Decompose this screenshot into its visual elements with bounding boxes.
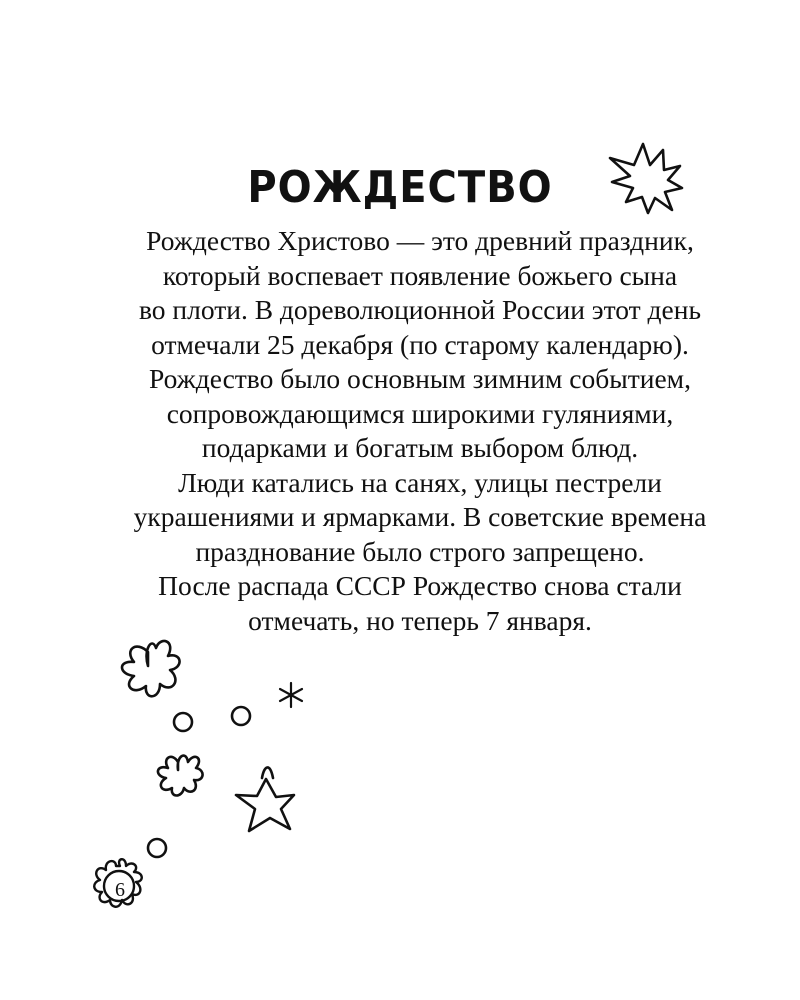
paragraph-line: отмечать, но теперь 7 января. xyxy=(248,604,592,636)
page-title: РОЖДЕСТВО xyxy=(247,163,553,213)
paragraph-line: подарками и богатым выбором блюд. xyxy=(201,432,639,463)
circle-icon xyxy=(174,713,192,731)
paragraph-line: сопровождающимся широкими гуляниями, xyxy=(166,397,674,429)
paragraph-line: отмечали 25 декабря (по старому календарю). xyxy=(151,328,689,360)
circle-icon xyxy=(148,839,166,857)
page-number: 6 xyxy=(115,879,125,901)
paragraph-line: Люди катались на санях, улицы пестрели xyxy=(178,466,662,498)
asterisk-icon xyxy=(280,683,302,707)
paragraph-line: украшениями и ярмарками. В советские времена xyxy=(133,501,707,532)
body-paragraph xyxy=(0,224,800,638)
paragraph-line: который воспевает появление божьего сына xyxy=(162,259,678,291)
paragraph-line: Рождество было основным зимним событием, xyxy=(149,363,691,394)
flower-icon xyxy=(158,756,203,796)
paragraph-line: После распада СССР Рождество снова стали xyxy=(158,570,682,601)
paragraph-line: во плоти. В дореволюционной России этот день xyxy=(138,294,702,325)
circle-icon xyxy=(232,707,250,725)
star-ornament-icon xyxy=(236,767,294,831)
paragraph-line: празднование было строго запрещено. xyxy=(195,535,645,567)
flower-icon xyxy=(122,641,180,696)
paragraph-line: Рождество Христово — это древний праздник, xyxy=(146,225,694,256)
